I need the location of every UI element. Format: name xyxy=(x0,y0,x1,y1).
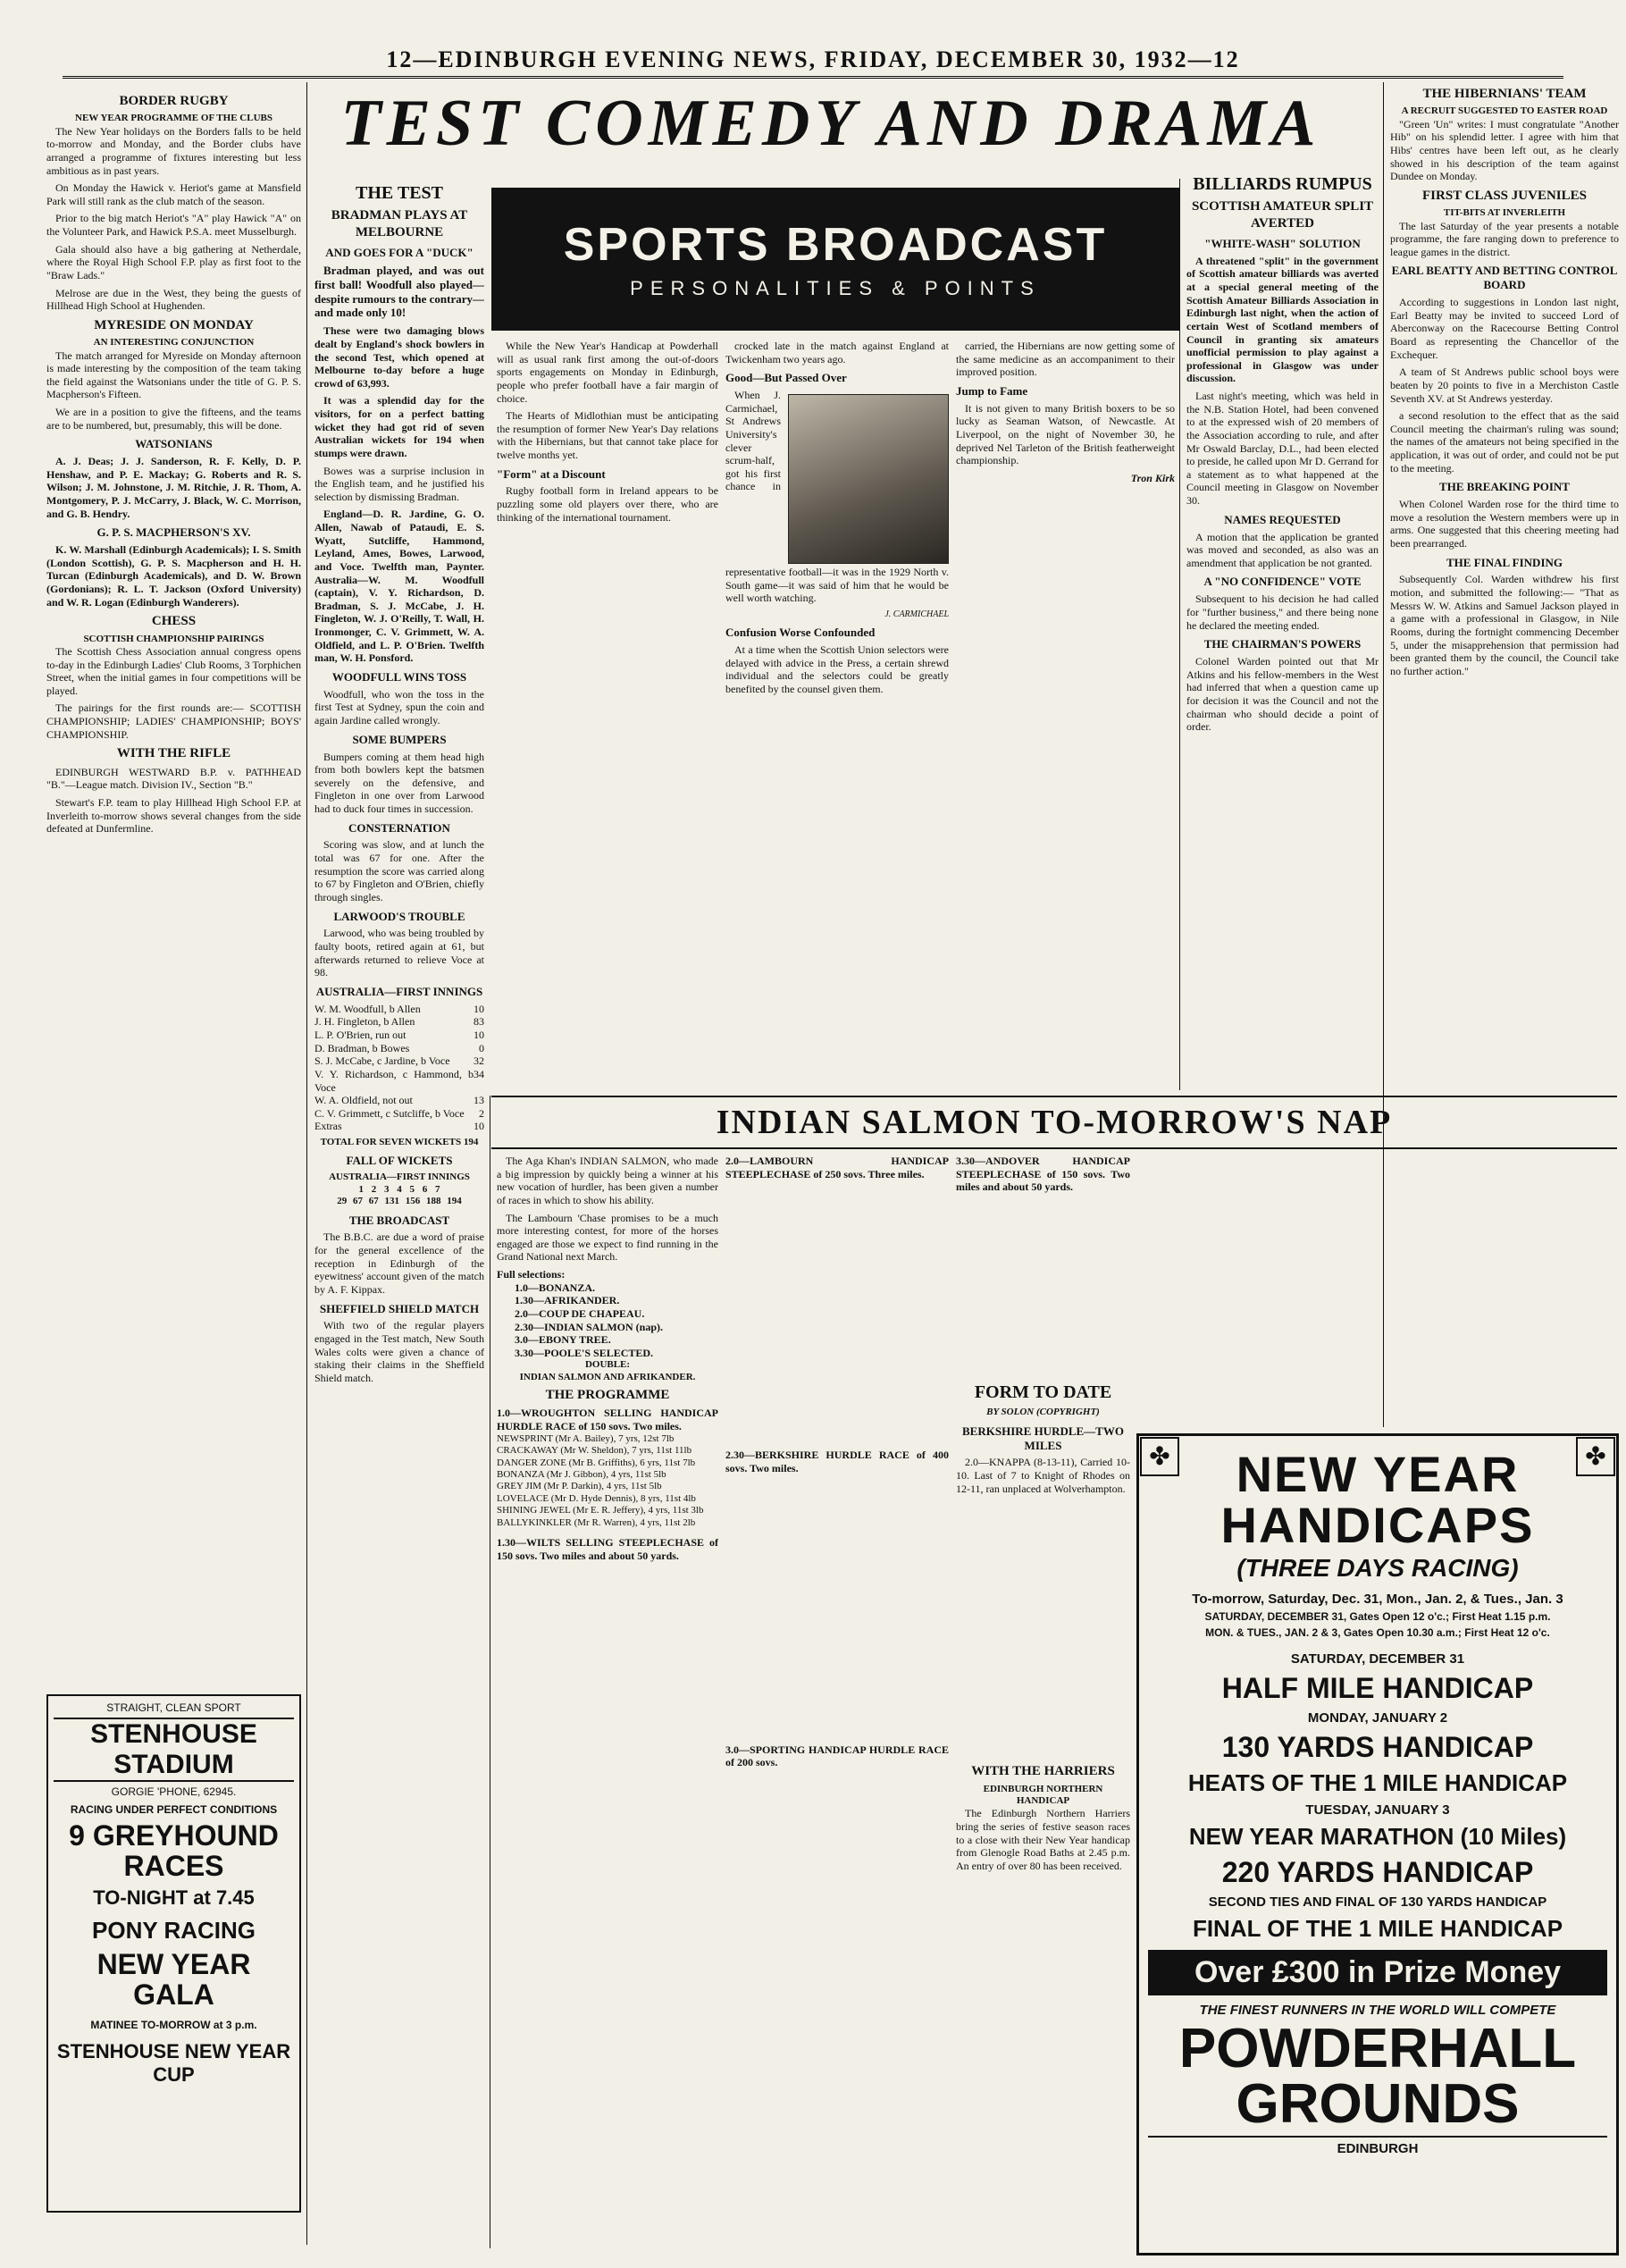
ad-dates: To-morrow, Saturday, Dec. 31, Mon., Jan. 2, & Tues., Jan. 3 xyxy=(1192,1592,1563,1608)
larwood-para: Larwood, who was being troubled by faulty boots, retired again at 61, but afterwards returned to relieve Voce at 98. xyxy=(314,927,484,979)
juveniles-para: The last Saturday of the year presents a notable programme, the fare ranging down to preference to league games in the district. xyxy=(1390,219,1619,258)
broadcast-para: The B.B.C. are due a word of praise for the general excellence of the reception in Edinburgh of the eyewitness' account given of the match by A. F. Kippax. xyxy=(314,1231,484,1296)
main-headline: TEST COMEDY AND DRAMA xyxy=(340,87,1321,160)
runs: 10 xyxy=(474,1002,484,1015)
ad-gates: SATURDAY, DECEMBER 31, Gates Open 12 o'c.; First Heat 1.15 p.m. xyxy=(1204,1610,1551,1624)
scorecard-row xyxy=(314,1042,484,1055)
form-sub: BERKSHIRE HURDLE—TWO MILES xyxy=(962,1424,1124,1452)
ad-event: HALF MILE HANDICAP xyxy=(1221,1672,1534,1705)
ad-finest: THE FINEST RUNNERS IN THE WORLD WILL COMPETE xyxy=(1199,2003,1556,2019)
billiards-para: Last night's meeting, which was held in the N.B. Station Hotel, had been convened to at the expressed wish of 20 members of the Association according to rule, and after Mr Oswald Barclay, D.L., had been elected to preside, he called upon Mr D. Gerrand for a statement as to what happened at the Council meeting in Glasgow on November 30. xyxy=(1186,390,1379,508)
test-teams: England—D. R. Jardine, G. O. Allen, Nawab of Pataudi, E. S. Wyatt, Sutcliffe, Hammond, Leyland, Ames, Bowes, Larwood, and Voce. Twelfth man, Paynter. Australia—W. M. Woodfull (captain), V. Y. Richardson, D. Bradman, S. J. McCabe, J. H. Fingleton, W. J. O'Reilly, T. Wall, H. Ironmonger, C. V. Grimmett, W. A. Oldfield, and L. P. O'Brien. Twelfth man, W. H. Ponsford. xyxy=(314,508,484,665)
harriers-title: WITH THE HARRIERS xyxy=(971,1764,1115,1779)
names-heading: NAMES REQUESTED xyxy=(1224,512,1341,526)
scorecard-row xyxy=(314,1068,484,1094)
stenhouse-stadium-ad xyxy=(46,1694,301,2213)
scorecard-row xyxy=(314,1120,484,1133)
banner-subtitle: PERSONALITIES & POINTS xyxy=(630,277,1041,299)
chairman-heading: THE CHAIRMAN'S POWERS xyxy=(1203,637,1362,651)
ad-gala: NEW YEAR GALA xyxy=(96,1948,251,2011)
earl-beatty-para: A team of St Andrews public school boys were beaten by 20 points to five in a Merchiston Castle Seventh XV. at St Andrews yesterday. xyxy=(1390,365,1619,405)
racing-column-2 xyxy=(725,1155,949,2245)
runs: 10 xyxy=(474,1029,484,1042)
jump-heading: Jump to Fame xyxy=(956,383,1028,398)
confidence-para: Subsequent to his decision he had called for "further business," and there being none he declared the meeting ended. xyxy=(1186,592,1379,632)
fall-title: FALL OF WICKETS xyxy=(346,1154,453,1168)
myreside-para: The match arranged for Myreside on Monday afternoon is made interesting by the composition of the team taking the field against the Watsonians under the title of G. P. S. Macpherson's Fifteen. xyxy=(46,349,301,401)
chess-subtitle: SCOTTISH CHAMPIONSHIP PAIRINGS xyxy=(83,633,264,644)
selection: 2.30—INDIAN SALMON (nap). xyxy=(515,1320,664,1333)
border-rugby-subtitle: NEW YEAR PROGRAMME OF THE CLUBS xyxy=(75,113,272,124)
woodfull-heading: WOODFULL WINS TOSS xyxy=(331,669,467,684)
ad-racing: RACING UNDER PERFECT CONDITIONS xyxy=(70,1803,278,1816)
scorecard-title: AUSTRALIA—FIRST INNINGS xyxy=(315,984,483,998)
test-subtitle2: AND GOES FOR A "DUCK" xyxy=(325,245,474,259)
broadcast-para: While the New Year's Handicap at Powderhall will as usual rank first among the out-of-doors sports engagements on Monday in Edinburgh, people who prefer football have a fair margin of choice. xyxy=(497,340,718,405)
billiards-column xyxy=(1186,170,1379,1421)
broadcast-para: The Hearts of Midlothian must be anticipating the resumption of former New Year's Day relations with the Hibernians, but that cannot take place for twelve months yet. xyxy=(497,409,718,461)
sheffield-heading: SHEFFIELD SHIELD MATCH xyxy=(319,1301,480,1315)
batsman-name: W. M. Woodfull, b Allen xyxy=(314,1002,421,1015)
selection: 1.30—AFRIKANDER. xyxy=(515,1294,620,1307)
ad-city: EDINBURGH xyxy=(1148,2136,1607,2156)
byline: Tron Kirk xyxy=(1130,471,1175,484)
border-rugby-para: Gala should also have a big gathering at Netherdale, where the Royal High School F.P. play as first foot to the "Braw Lads." xyxy=(46,242,301,281)
form-byline: BY SOLON (COPYRIGHT) xyxy=(986,1407,1100,1418)
test-subtitle: BRADMAN PLAYS AT MELBOURNE xyxy=(331,208,468,239)
double-label: DOUBLE: xyxy=(584,1359,631,1371)
border-rugby-para: On Monday the Hawick v. Heriot's game at Mansfield Park will still rank as the club match of the season. xyxy=(46,181,301,207)
rifle-para: EDINBURGH WESTWARD B.P. v. PATHHEAD "B."—League match. Division IV., Section "B." xyxy=(46,765,301,792)
scorecard-row xyxy=(314,1003,484,1016)
boxing-para: It is not given to many British boxers to be so lucky as Seaman Watson, of Newcastle. At Liverpool, on the night of November 30, he deprived Nel Tarleton of the British featherweight championship. xyxy=(956,401,1175,467)
border-rugby-para: Prior to the big match Heriot's "A" play Hawick "A" on the Volunteer Park, and Hawick P.S.A. meet Musselburgh. xyxy=(46,212,301,239)
ad-gates: MON. & TUES., JAN. 2 & 3, Gates Open 10.30 a.m.; First Heat 12 o'c. xyxy=(1205,1626,1550,1640)
selection: 3.30—POOLE'S SELECTED. xyxy=(515,1346,654,1359)
fall-numbers: 1 2 3 4 5 6 7 xyxy=(358,1183,440,1195)
names-para: A motion that the application be granted was moved and seconded, as also was an amendment that application be not granted. xyxy=(1186,530,1379,569)
batsman-name: Extras xyxy=(314,1120,342,1133)
ad-event: NEW YEAR MARATHON (10 Miles) xyxy=(1188,1823,1567,1851)
ad-venue: POWDERHALL GROUNDS xyxy=(1178,2018,1577,2136)
right-column xyxy=(1390,82,1619,1423)
breaking-heading: THE BREAKING POINT xyxy=(1439,480,1570,494)
gps-team: K. W. Marshall (Edinburgh Academicals); I. S. Smith (London Scottish), G. P. S. Macpherson and H. H. Turcan (Edinburgh Academicals), and D. W. Brown (Gordonians); R. L. T. Jackson (Oxford University) and W. R. Logan (Edinburgh Wanderers). xyxy=(46,543,301,609)
batsman-name: W. A. Oldfield, not out xyxy=(314,1094,413,1107)
race-entry: BONANZA (Mr J. Gibbon), 4 yrs, 11st 5lb xyxy=(497,1468,666,1480)
ad-phone: GORGIE 'PHONE, 62945. xyxy=(111,1785,237,1798)
sports-broadcast-banner xyxy=(491,188,1179,331)
race-heading: 1.0—WROUGHTON SELLING HANDICAP HURDLE RACE of 150 sovs. Two miles. xyxy=(497,1407,718,1433)
harriers-subtitle: EDINBURGH NORTHERN HANDICAP xyxy=(983,1783,1103,1806)
good-heading: Good—But Passed Over xyxy=(725,371,847,385)
selections-title: Full selections: xyxy=(497,1268,566,1281)
ad-event: HEATS OF THE 1 MILE HANDICAP xyxy=(1187,1769,1568,1797)
border-rugby-title: BORDER RUGBY xyxy=(119,94,229,108)
larwood-heading: LARWOOD'S TROUBLE xyxy=(333,909,465,923)
earl-beatty-para: According to suggestions in London last night, Earl Beatty may be invited to succeed Lord of Aberconway on the Racecourse Betting Control Board as representing the Chancellor of the Exchequer. xyxy=(1390,296,1619,361)
test-lead: Bradman played, and was out first ball! Woodfull also played—despite rumours to the contrary—and made only 10! xyxy=(314,263,484,320)
fall-subtitle: AUSTRALIA—FIRST INNINGS xyxy=(329,1172,470,1183)
boxing-para: carried, the Hibernians are now getting some of the same medicine as an accompaniment to their improved position. xyxy=(956,340,1175,379)
fall-values: 29 67 67 131 156 188 194 xyxy=(337,1196,462,1207)
batsman-name: L. P. O'Brien, run out xyxy=(314,1029,406,1042)
portrait-photo xyxy=(788,394,949,564)
test-para: Bowes was a surprise inclusion in the English team, and he justified his selection by dismissing Bradman. xyxy=(314,464,484,503)
race-entry: LOVELACE (Mr D. Hyde Dennis), 8 yrs, 11st 4lb xyxy=(497,1492,696,1504)
form-heading: "Form" at a Discount xyxy=(497,466,606,481)
runs: 13 xyxy=(474,1094,484,1107)
column-rule xyxy=(1383,82,1384,1427)
confidence-heading: A "NO CONFIDENCE" VOTE xyxy=(1203,575,1362,589)
sheffield-para: With two of the regular players engaged in the Test match, New South Wales colts were given a chance of staking their claims in the Sheffield Shield match. xyxy=(314,1319,484,1384)
myreside-title: MYRESIDE ON MONDAY xyxy=(94,317,254,332)
runs: 2 xyxy=(479,1106,484,1120)
ad-day: SATURDAY, DECEMBER 31 xyxy=(1290,1651,1465,1667)
broadcast-column-3 xyxy=(956,340,1175,1090)
broadcast-heading: THE BROADCAST xyxy=(348,1213,450,1227)
chess-para: The pairings for the first rounds are:— SCOTTISH CHAMPIONSHIP; LADIES' CHAMPIONSHIP; BOYS' CHAMPIONSHIP. xyxy=(46,701,301,741)
bumpers-para: Bumpers coming at them head high from both bowlers kept the batsmen severely on the defensive, and Fingleton in one over from Larwood had to duck four times in succession. xyxy=(314,750,484,815)
ad-pony: PONY RACING xyxy=(92,1917,256,1945)
ad-day: MONDAY, JANUARY 2 xyxy=(1307,1710,1448,1726)
ornament-icon: ✤ xyxy=(1140,1437,1179,1476)
selection: 1.0—BONANZA. xyxy=(515,1281,596,1294)
form-to-date-title: FORM TO DATE xyxy=(974,1382,1112,1402)
myreside-para: We are in a position to give the fifteens, and the teams are to be numbered, but, presumably, this will be done. xyxy=(46,406,301,432)
ad-venue: STENHOUSE STADIUM xyxy=(54,1718,294,1782)
bumpers-heading: SOME BUMPERS xyxy=(352,732,447,746)
scorecard-row xyxy=(314,1029,484,1042)
ad-event: FINAL OF THE 1 MILE HANDICAP xyxy=(1192,1915,1563,1943)
juveniles-title: FIRST CLASS JUVENILES xyxy=(1422,188,1587,203)
ornament-icon: ✤ xyxy=(1576,1437,1615,1476)
race-entry: CRACKAWAY (Mr W. Sheldon), 7 yrs, 11st 11lb xyxy=(497,1445,692,1457)
watsonians-team: A. J. Deas; J. J. Sanderson, R. F. Kelly, D. P. Henshaw, and P. E. Mackay; G. Roberts and R. S. Wilson; J. M. Johnstone, J. M. Ritchie, J. R. Thom, A. Montgomery, P. J. McCarry, J. Black, W. C. Morrison, and G. B. Hendry. xyxy=(46,455,301,520)
race-entry: BALLYKINKLER (Mr R. Warren), 4 yrs, 11st 2lb xyxy=(497,1516,696,1528)
border-rugby-para: The New Year holidays on the Borders falls to be held to-morrow and Monday, and the Border clubs have arranged a programme of fixtures interesting but less ambitious as in past years. xyxy=(46,124,301,177)
left-column xyxy=(46,89,301,1689)
broadcast-para: crocked late in the match against England at Twickenham two years ago. xyxy=(725,340,949,365)
salmon-para: The Lambourn 'Chase promises to be a much more interesting contest, for more of the horses engaged are those we expect to find running in the Grand National next March. xyxy=(497,1211,718,1264)
breaking-para: When Colonel Warden rose for the third time to move a resolution the Western members were up in arms. One suggested that this cheering meeting had been prearranged. xyxy=(1390,498,1619,550)
race-heading: 2.0—LAMBOURN HANDICAP STEEPLECHASE of 250 sovs. Three miles. xyxy=(725,1155,949,1180)
ad-event: 220 YARDS HANDICAP xyxy=(1221,1856,1534,1889)
runs: 83 xyxy=(474,1015,484,1029)
myreside-subtitle: AN INTERESTING CONJUNCTION xyxy=(93,337,255,349)
good-para: When J. Carmichael, St Andrews University's clever scrum-half, got his first chance in representative football—it was in the 1929 North v. South game—it was said of him that he would be well worth watching. xyxy=(725,389,949,605)
indian-salmon-headline: INDIAN SALMON TO-MORROW'S NAP xyxy=(491,1096,1617,1149)
ad-cup: STENHOUSE NEW YEAR CUP xyxy=(56,2040,291,2087)
chess-title: CHESS xyxy=(151,614,197,629)
scorecard-total: TOTAL FOR SEVEN WICKETS 194 xyxy=(320,1137,479,1148)
ad-event: SECOND TIES AND FINAL OF 130 YARDS HANDICAP xyxy=(1208,1894,1547,1911)
billiards-subtitle2: "WHITE-WASH" SOLUTION xyxy=(1204,236,1361,250)
selection: 3.0—EBONY TREE. xyxy=(515,1333,611,1347)
salmon-para: The Aga Khan's INDIAN SALMON, who made a big impression by quickly being a winner at his new vocation of hurdler, has been given a number of races in which to show his ability. xyxy=(497,1155,718,1206)
ad-event: 130 YARDS HANDICAP xyxy=(1221,1731,1534,1764)
hibernians-subtitle: A RECRUIT SUGGESTED TO EASTER ROAD xyxy=(1401,105,1608,117)
runs: 0 xyxy=(479,1041,484,1054)
test-para: These were two damaging blows dealt by England's shock bowlers in the second Test, which opened at Melbourne to-day before a huge crowd of 63,993. xyxy=(314,324,484,390)
scorecard-row xyxy=(314,1015,484,1029)
column-rule xyxy=(306,82,307,2245)
race-entry: DANGER ZONE (Mr B. Griffiths), 6 yrs, 11st 7lb xyxy=(497,1457,696,1468)
double-value: INDIAN SALMON AND AFRIKANDER. xyxy=(519,1371,696,1382)
the-test-column xyxy=(314,179,484,2243)
juveniles-subtitle: TIT-BITS AT INVERLEITH xyxy=(1443,207,1566,219)
final-heading: THE FINAL FINDING xyxy=(1446,555,1563,569)
runs: 10 xyxy=(474,1120,484,1133)
confusion-para: At a time when the Scottish Union selectors were delayed with advice in the Press, a certain shrewd individual and the selectors could be greatly benefited by the counsel given them. xyxy=(725,643,949,695)
race-heading: 1.30—WILTS SELLING STEEPLECHASE of 150 sovs. Two miles and about 50 yards. xyxy=(497,1535,718,1562)
chairman-para: Colonel Warden pointed out that Mr Atkins and his fellow-members in the West had inferred that when a question came up for decision it was the Council and not the chairman who should decide a point of order. xyxy=(1186,655,1379,734)
runs: 32 xyxy=(474,1054,484,1068)
harriers-para: The Edinburgh Northern Harriers bring the series of festive season races to a close with their New Year handicap from Glenogle Road Baths at 2.45 p.m. An entry of over 80 has been received. xyxy=(956,1807,1130,1872)
race-heading: 3.0—SPORTING HANDICAP HURDLE RACE of 200 sovs. xyxy=(725,1743,949,1769)
ad-greyhound: 9 GREYHOUND RACES xyxy=(69,1819,279,1882)
rifle-para: Stewart's F.P. team to play Hillhead High School F.P. at Inverleith to-morrow shows several changes from the side defeated at Dunfermline. xyxy=(46,795,301,836)
ad-matinee: MATINEE TO-MORROW at 3 p.m. xyxy=(90,2019,257,2032)
batsman-name: C. V. Grimmett, c Sutcliffe, b Voce xyxy=(314,1106,465,1120)
watsonians-label: WATSONIANS xyxy=(135,437,213,451)
woodfull-para: Woodfull, who won the toss in the first Test at Sydney, spun the coin and again Jardine called wrongly. xyxy=(314,687,484,727)
border-rugby-para: Melrose are due in the West, they being the guests of Hillhead High School at Hughenden. xyxy=(46,286,301,313)
hibernians-title: THE HIBERNIANS' TEAM xyxy=(1422,87,1587,101)
photo-caption: J. CARMICHAEL xyxy=(884,609,949,619)
column-rule xyxy=(1179,179,1180,1090)
broadcast-column-1 xyxy=(497,340,718,1090)
form-para: 2.0—KNAPPA (8-13-11), Carried 10-10. Last of 7 to Knight of Rhodes on 12-11, ran unplaced at Wolverhampton. xyxy=(956,1456,1130,1495)
earl-beatty-title: EARL BEATTY AND BETTING CONTROL BOARD xyxy=(1391,264,1618,292)
chess-para: The Scottish Chess Association annual congress opens to-day in the Edinburgh Ladies' Club Rooms, 3 Torphichen Street, when the initial games in four competitions will be played. xyxy=(46,644,301,697)
race-entry: GREY JIM (Mr P. Darkin), 4 yrs, 11st 5lb xyxy=(497,1481,662,1492)
ad-prize: Over £300 in Prize Money xyxy=(1148,1950,1607,1995)
hibernians-para: "Green 'Un" writes: I must congratulate "Another Hib" on his splendid letter. I agree with him that Hibs' centres have been left out, as he clearly showed in his description of the team against Dundee on Monday. xyxy=(1390,117,1619,183)
batsman-name: J. H. Fingleton, b Allen xyxy=(314,1015,415,1029)
selection: 2.0—COUP DE CHAPEAU. xyxy=(515,1306,645,1320)
scorecard xyxy=(314,1003,484,1133)
broadcast-column-2 xyxy=(725,340,949,1090)
batsman-name: V. Y. Richardson, c Hammond, b Voce xyxy=(314,1067,474,1094)
ad-title: NEW YEAR HANDICAPS xyxy=(1220,1446,1535,1554)
race-heading: 3.30—ANDOVER HANDICAP STEEPLECHASE of 150 sovs. Two miles and about 50 yards. xyxy=(956,1155,1130,1194)
ad-subtitle: (THREE DAYS RACING) xyxy=(1236,1554,1519,1583)
consternation-para: Scoring was slow, and at lunch the total was 67 for one. After the resumption the score was carried along to 67 by Fingleton and O'Brien, chiefly through singles. xyxy=(314,838,484,903)
billiards-subtitle: SCOTTISH AMATEUR SPLIT AVERTED xyxy=(1191,199,1374,231)
form-para: Rugby football form in Ireland appears to be puzzling some old players over there, who are thinking of the international tournament. xyxy=(497,484,718,524)
batsman-name: D. Bradman, b Bowes xyxy=(314,1041,410,1054)
runs: 34 xyxy=(474,1067,484,1080)
scorecard-row xyxy=(314,1094,484,1107)
banner-title: SPORTS BROADCAST xyxy=(563,219,1108,271)
powderhall-ad xyxy=(1136,1433,1619,2255)
right-para: a second resolution to the effect that as the said Council meeting the chairman's ruling was sound; the names of the amateurs not being specified in the application, it was out of order, and could not be put to the meeting. xyxy=(1390,409,1619,475)
rifle-title: WITH THE RIFLE xyxy=(116,746,231,761)
race-entry: NEWSPRINT (Mr A. Bailey), 7 yrs, 12st 7lb xyxy=(497,1432,675,1444)
race-entry: SHINING JEWEL (Mr E. R. Jeffery), 4 yrs, 11st 3lb xyxy=(497,1505,704,1516)
test-title: THE TEST xyxy=(355,183,444,203)
billiards-title: BILLIARDS RUMPUS xyxy=(1193,174,1372,194)
consternation-heading: CONSTERNATION xyxy=(348,820,450,835)
batsman-name: S. J. McCabe, c Jardine, b Voce xyxy=(314,1054,450,1068)
ad-tonight: TO-NIGHT at 7.45 xyxy=(93,1886,255,1910)
scorecard-row xyxy=(314,1054,484,1068)
racing-column-1 xyxy=(497,1155,718,2245)
scorecard-row xyxy=(314,1107,484,1121)
ad-day: TUESDAY, JANUARY 3 xyxy=(1305,1802,1450,1819)
test-para: It was a splendid day for the visitors, for on a perfect batting wicket they had got rid of seven Australian wickets for 194 when stumps were drawn. xyxy=(314,394,484,459)
billiards-lead: A threatened "split" in the government of Scottish amateur billiards was averted at a special general meeting of the Scottish Amateur Billiards Association in Edinburgh last night, when the action of certain West of Scotland members of Council in granting six amateurs unofficial permission to play against a professional in Glasgow was under discussion. xyxy=(1186,254,1379,385)
confusion-heading: Confusion Worse Confounded xyxy=(725,626,876,640)
masthead: 12—EDINBURGH EVENING NEWS, FRIDAY, DECEMBER 30, 1932—12 xyxy=(63,43,1563,79)
gps-label: G. P. S. MACPHERSON'S XV. xyxy=(96,525,251,540)
ad-tagline: STRAIGHT, CLEAN SPORT xyxy=(106,1701,241,1714)
programme-title: THE PROGRAMME xyxy=(545,1388,670,1403)
race-heading: 2.30—BERKSHIRE HURDLE RACE of 400 sovs. Two miles. xyxy=(725,1449,949,1474)
final-para: Subsequently Col. Warden withdrew his first motion, and submitted the following:— "That as Messrs W. W. Atkins and Samuel Jackson played in a game with a professional in Glasgow, in Nile Rooms, during the fortnight commencing December 5, under the misapprehension that permission had been granted them by the council, the Council take no further action." xyxy=(1390,573,1619,677)
racing-column-3 xyxy=(956,1155,1130,2245)
